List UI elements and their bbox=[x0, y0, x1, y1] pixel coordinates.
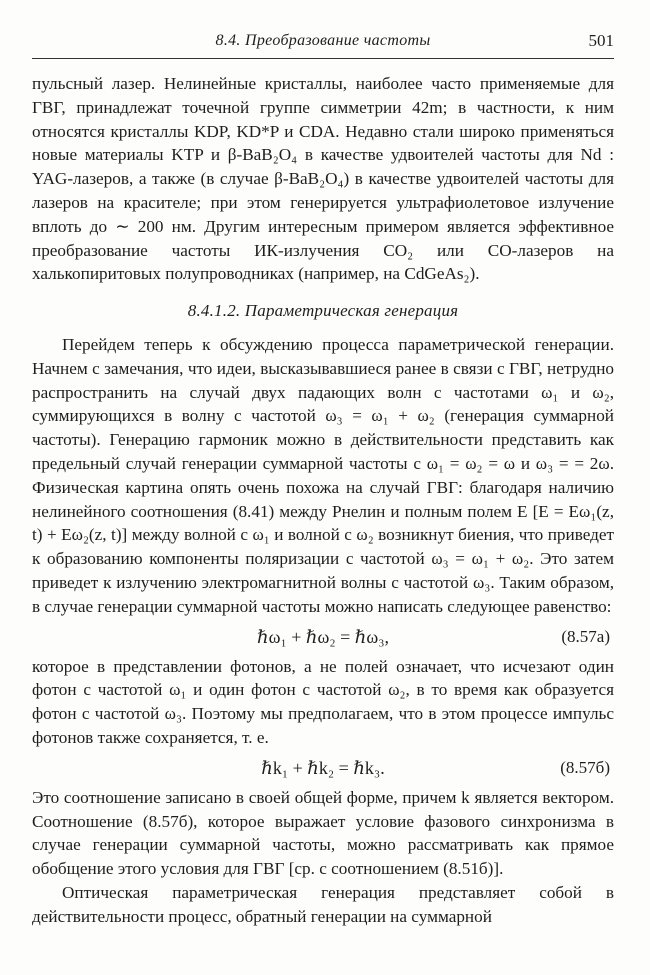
equation-number: (8.57б) bbox=[560, 757, 610, 777]
paragraph-phase-matching: Это соотношение записано в своей общей форме, причем k является вектором. Соотношение (8.57б), которое выражает условие фазового синхронизма в случае генерации суммарной частоты, можно рассматривать как прямое обобщение этого условия для ГВГ [ср. с соотношением (8.51б)]. bbox=[32, 787, 614, 879]
equation-number: (8.57а) bbox=[561, 626, 610, 646]
equation-body: ℏk₁ + ℏk₂ = ℏk₃. bbox=[261, 757, 385, 778]
paragraph-photon-picture: которое в представлении фотонов, а не полей означает, что исчезают один фотон с частотой ω₁ и один фотон с частотой ω₂, в то время как образуется фотон с частотой ω₃. Поэтому мы предполагаем, что в этом процессе импульс фотонов также сохраняется, т. е. bbox=[32, 656, 614, 747]
page-number: 501 bbox=[588, 31, 614, 50]
equation-body: ℏω₁ + ℏω₂ = ℏω₃, bbox=[257, 626, 389, 647]
page-header bbox=[32, 26, 614, 59]
subsection-title: 8.4.1.2. Параметрическая генерация bbox=[187, 301, 459, 321]
running-head: 8.4. Преобразование частоты bbox=[215, 32, 431, 49]
equation-energy-conservation bbox=[32, 619, 614, 655]
paragraph-shg-crystals: пульсный лазер. Нелинейные кристаллы, наиболее часто применяемые для ГВГ, принадлежат точечной группе симметрии 42m; в частности, к ним относятся кристаллы KDP, KD*P и CDA. Недавно стали широко применяться новые материалы KTP и β-BaB₂O₄ в качестве удвоителей частоты для Nd : YAG-лазеров, а также (в случае β-BaB₂O₄) в качестве удвоителей частоты для лазеров на красителе; при этом генерируется ультрафиолетовое излучение вплоть до ∼ 200 нм. Другим интересным примером является эффективное преобразование частоты ИК-излучения CO₂ или CO-лазеров на халькопиритовых полупроводниках (например, на CdGeAs₂). bbox=[32, 74, 614, 284]
equation-momentum-conservation bbox=[32, 750, 614, 786]
paragraph-parametric-intro: Перейдем теперь к обсуждению процесса параметрической генерации. Начнем с замечания, что идеи, высказывавшиеся ранее в связи с ГВГ, нетрудно распространить на случай двух падающих волн с частотами ω₁ и ω₂, суммирующихся в волну с частотой ω₃ = ω₁ + ω₂ (генерация суммарной частоты). Генерацию гармоник можно в действительности представить как предельный случай генерации суммарной частоты с ω₁ = ω₂ = ω и ω₃ = = 2ω. Физическая картина опять очень похожа на случай ГВГ: благодаря наличию нелинейного соотношения (8.41) между Pнелин и полным полем E [E = Eω₁(z, t) + Eω₂(z, t)] между волной с ω₁ и волной с ω₂ возникнут биения, что приведет к образованию компоненты поляризации с частотой ω₃ = ω₁ + ω₂. Это затем приведет к излучению электромагнитной волны с частотой ω₃. Таким образом, в случае генерации суммарной частоты можно написать следующее равенство: bbox=[32, 334, 614, 616]
page-body bbox=[32, 72, 614, 929]
paragraph-opg: Оптическая параметрическая генерация представляет собой в действительности процесс, обратный генерации на суммарной bbox=[32, 882, 614, 926]
